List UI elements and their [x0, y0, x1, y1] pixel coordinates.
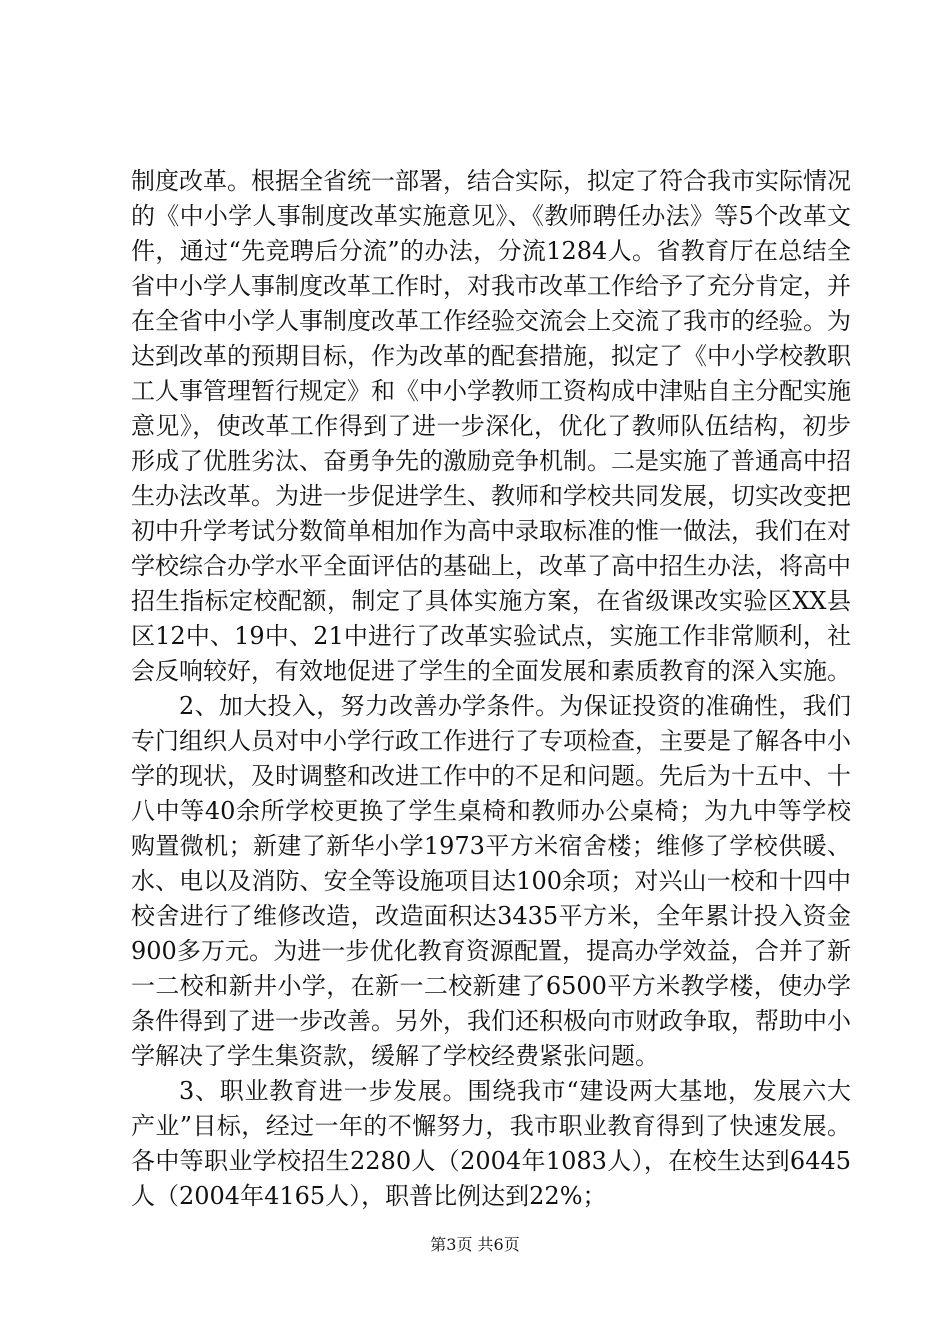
paragraph-1: 制度改革。根据全省统一部署，结合实际，拟定了符合我市实际情况的《中小学人事制度改革实施意见》、《教师聘任办法》等5个改革文件，通过“先竞聘后分流”的办法，分流1284人。省教育厅在总结全省中小学人事制度改革工作时，对我市改革工作给予了充分肯定，并在全省中小学人事制度改革工作经验交流会上交流了我市的经验。为达到改革的预期目标，作为改革的配套措施，拟定了《中小学校教职工人事管理暂行规定》和《中小学教师工资构成中津贴自主分配实施意见》，使改革工作得到了进一步深化，优化了教师队伍结构，初步形成了优胜劣汰、奋勇争先的激励竞争机制。二是实施了普通高中招生办法改革。为进一步促进学生、教师和学校共同发展，切实改变把初中升学考试分数简单相加作为高中录取标准的惟一做法，我们在对学校综合办学水平全面评估的基础上，改革了高中招生办法，将高中招生指标定校配额，制定了具体实施方案，在省级课改实验区XX县区12中、19中、21中进行了改革实验试点，实施工作非常顺利，社会反响较好，有效地促进了学生的全面发展和素质教育的深入实施。 [131, 167, 851, 685]
paragraph-2: 2、加大投入，努力改善办学条件。为保证投资的准确性，我们专门组织人员对中小学行政工作进行了专项检查，主要是了解各中小学的现状，及时调整和改进工作中的不足和问题。先后为十五中、十八中等40余所学校更换了学生桌椅和教师办公桌椅；为九中等学校购置微机；新建了新华小学1973平方米宿舍楼；维修了学校供暖、水、电以及消防、安全等设施项目达100余项；对兴山一校和十四中校舍进行了维修改造，改造面积达3435平方米，全年累计投入资金900多万元。为进一步优化教育资源配置，提高办学效益，合并了新一二校和新井小学，在新一二校新建了6500平方米教学楼，使办学条件得到了进一步改善。另外，我们还积极向市财政争取，帮助中小学解决了学生集资款，缓解了学校经费紧张问题。 [131, 692, 851, 1070]
document-body [131, 164, 851, 1214]
paragraph-3: 3、职业教育进一步发展。围绕我市“建设两大基地，发展六大产业”目标，经过一年的不懈努力，我市职业教育得到了快速发展。各中等职业学校招生2280人（2004年1083人），在校生达到6445人（2004年4165人），职普比例达到22%； [131, 1077, 851, 1210]
page-footer: 第3页 共6页 [430, 1235, 520, 1254]
